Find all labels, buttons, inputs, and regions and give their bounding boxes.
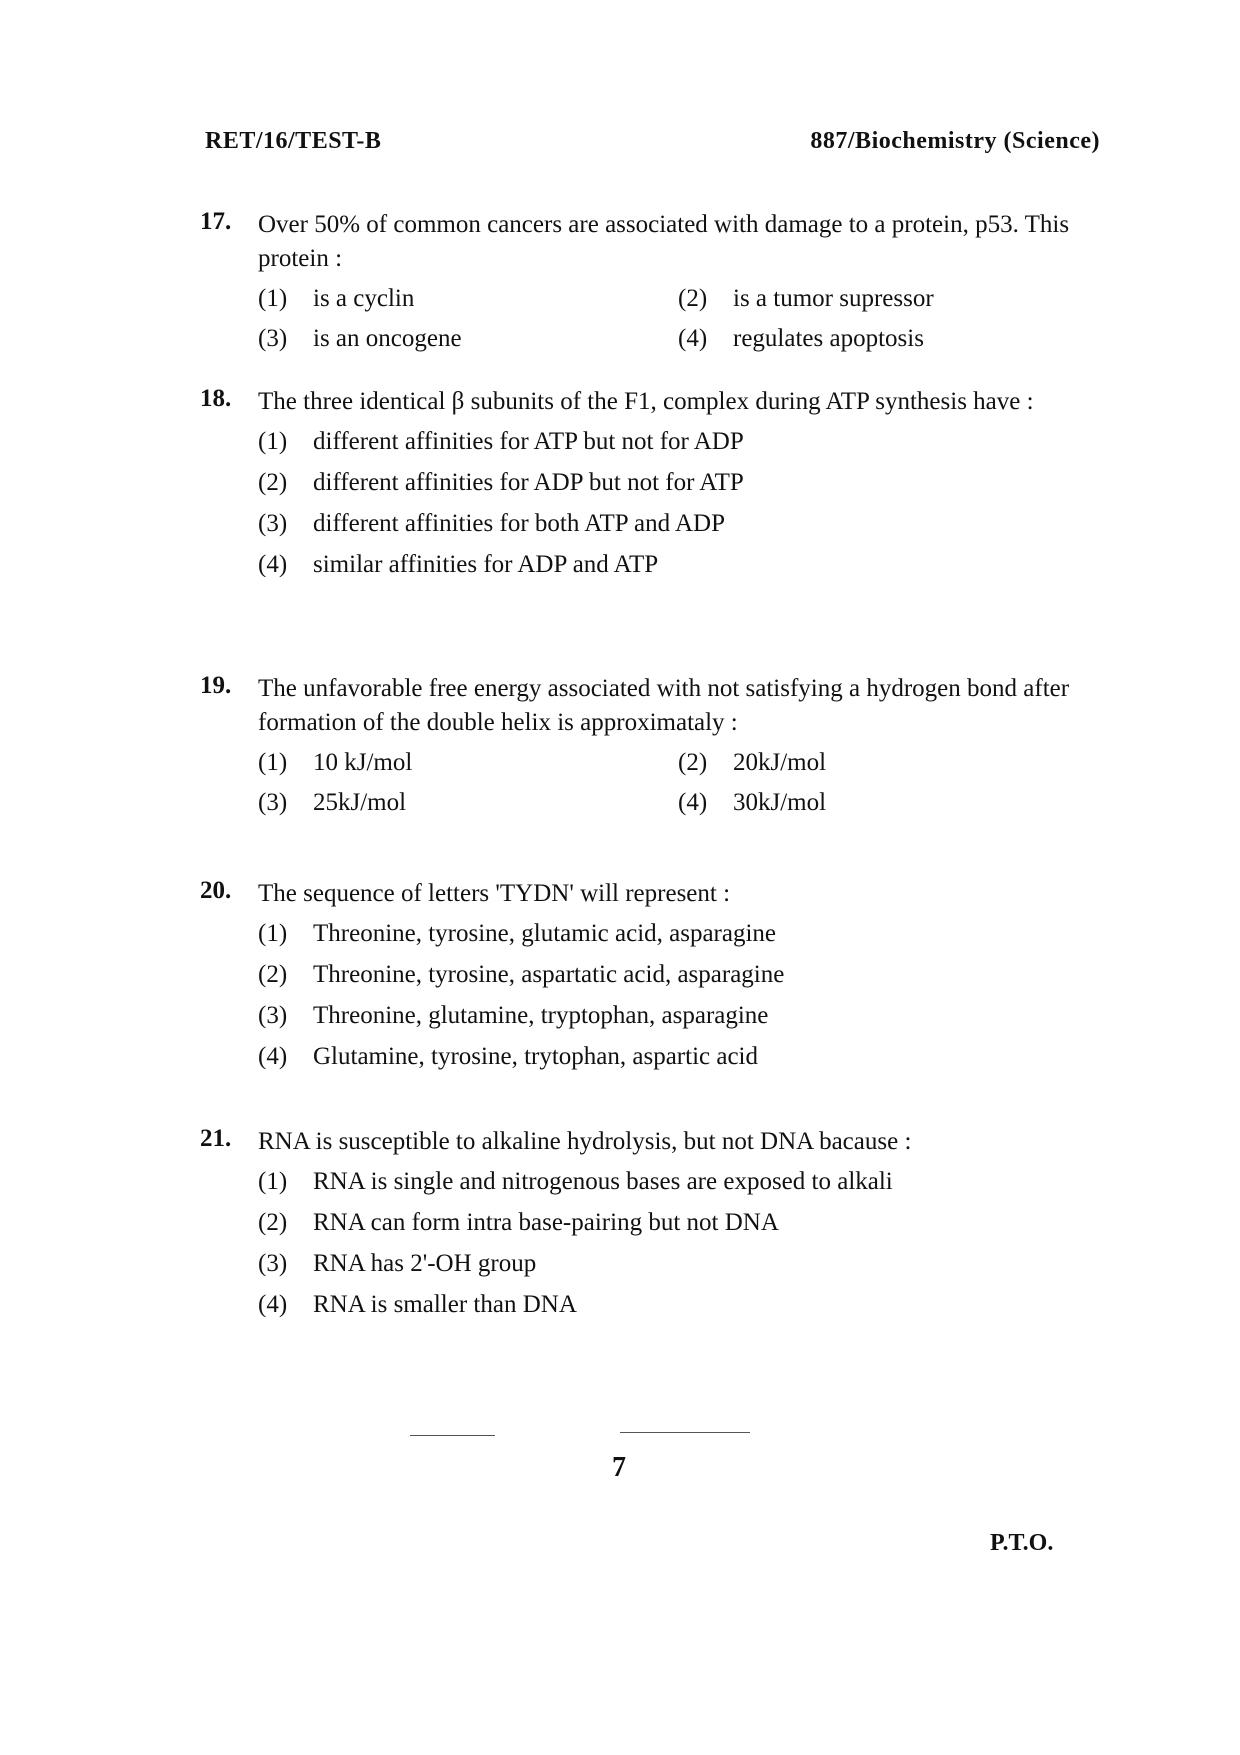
footer-rule-left — [410, 1435, 495, 1436]
option-2[interactable]: (2) RNA can form intra base-pairing but not DNA — [258, 1209, 779, 1236]
options — [258, 1167, 1100, 1320]
option-4[interactable]: (4) similar affinities for ADP and ATP — [258, 551, 659, 578]
options — [258, 284, 1100, 354]
option-1[interactable]: (1) different affinities for ATP but not for ADP — [258, 428, 744, 455]
option-2[interactable]: (2) Threonine, tyrosine, aspartatic acid, asparagine — [258, 961, 785, 988]
option-2[interactable]: (2) 20kJ/mol — [678, 749, 827, 776]
options — [258, 919, 1100, 1072]
option-1[interactable]: (1) 10 kJ/mol — [258, 749, 413, 776]
option-3[interactable]: (3) RNA has 2'-OH group — [258, 1250, 537, 1277]
option-1[interactable]: (1) RNA is single and nitrogenous bases are exposed to alkali — [258, 1168, 893, 1195]
question-text: Over 50% of common cancers are associated with damage to a protein, p53. This protein : — [258, 211, 1070, 272]
question-text: RNA is susceptible to alkaline hydrolysis, but not DNA bacause : — [258, 1128, 912, 1155]
option-2[interactable]: (2) different affinities for ADP but not for ATP — [258, 469, 744, 496]
question-text: The three identical β subunits of the F1, complex during ATP synthesis have : — [258, 388, 1034, 415]
question-20 — [200, 877, 1100, 1083]
question-text: The sequence of letters 'TYDN' will represent : — [258, 880, 731, 907]
question-number: 19. — [200, 672, 232, 699]
options — [258, 748, 1100, 818]
options — [258, 427, 1100, 580]
option-4[interactable]: (4) 30kJ/mol — [678, 789, 827, 816]
option-3[interactable]: (3) is an oncogene — [258, 325, 462, 352]
option-1[interactable]: (1) Threonine, tyrosine, glutamic acid, asparagine — [258, 920, 777, 947]
exam-code: RET/16/TEST-B — [205, 128, 382, 154]
option-1[interactable]: (1) is a cyclin — [258, 285, 415, 312]
question-21 — [200, 1125, 1100, 1331]
option-4[interactable]: (4) regulates apoptosis — [678, 325, 924, 352]
option-4[interactable]: (4) Glutamine, tyrosine, trytophan, aspartic acid — [258, 1043, 759, 1070]
question-number: 21. — [200, 1125, 232, 1152]
question-number: 20. — [200, 877, 232, 904]
footer-rule-right — [620, 1432, 750, 1433]
question-number: 18. — [200, 385, 232, 412]
option-3[interactable]: (3) different affinities for both ATP and ADP — [258, 510, 725, 537]
question-text: The unfavorable free energy associated with not satisfying a hydrogen bond after formation of the double helix is approximataly : — [258, 675, 1070, 736]
page-number: 7 — [612, 1452, 626, 1483]
question-18 — [200, 385, 1100, 591]
option-2[interactable]: (2) is a tumor supressor — [678, 285, 934, 312]
option-3[interactable]: (3) 25kJ/mol — [258, 789, 407, 816]
option-4[interactable]: (4) RNA is smaller than DNA — [258, 1291, 577, 1318]
subject-title: 887/Biochemistry (Science) — [810, 128, 1100, 154]
question-number: 17. — [200, 208, 232, 235]
pto-label: P.T.O. — [990, 1530, 1054, 1556]
question-19 — [200, 672, 1100, 818]
question-17 — [200, 208, 1100, 354]
option-3[interactable]: (3) Threonine, glutamine, tryptophan, asparagine — [258, 1002, 769, 1029]
